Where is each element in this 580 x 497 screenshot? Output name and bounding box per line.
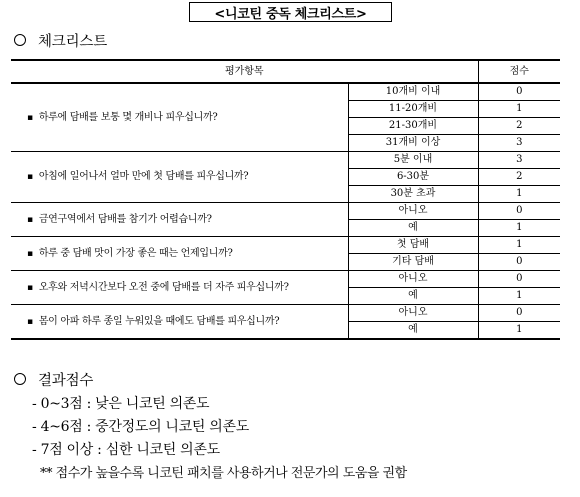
option-score: 2 [478,169,560,186]
option-label: 예 [348,322,478,340]
circle-bullet-icon [14,373,26,385]
question-text: 하루에 담배를 보통 몇 개비나 피우십니까? [38,111,218,123]
square-bullet-icon: ▪ [27,172,33,182]
question-cell [11,305,348,340]
option-score: 1 [478,288,560,305]
option-score: 2 [478,118,560,135]
question-text: 몸이 아파 하루 종일 누워있을 때에도 담배를 피우십니까? [38,315,280,327]
results-heading-label: 결과점수 [38,373,94,389]
square-bullet-icon: ▪ [27,214,33,225]
table-row [11,83,560,101]
option-label: 예 [348,288,478,305]
option-label: 30분 초과 [348,186,478,203]
option-label: 아니오 [348,271,478,288]
option-label: 아니오 [348,203,478,220]
option-label: 11-20개비 [348,101,478,118]
option-label: 21-30개비 [348,118,478,135]
option-score: 0 [478,305,560,322]
table-header-row [11,60,560,83]
option-score: 1 [478,186,560,203]
option-score: 3 [478,152,560,169]
question-cell [11,203,348,237]
option-score: 1 [478,322,560,340]
question-text: 금연구역에서 담배를 참기가 어렵습니까? [38,213,212,225]
checklist-heading-label: 체크리스트 [38,34,108,50]
option-label: 아니오 [348,305,478,322]
header-score: 점수 [478,60,560,83]
option-label: 예 [348,220,478,237]
option-score: 1 [478,101,560,118]
option-label: 5분 이내 [348,152,478,169]
option-score: 0 [478,83,560,101]
question-cell [11,83,348,152]
result-line-medium: - 4~6점 : 중간정도의 니코틴 의존도 [32,419,249,435]
square-bullet-icon: ▪ [27,282,33,293]
square-bullet-icon: ▪ [27,112,33,123]
page-title: <니코틴 중독 체크리스트> [189,2,392,22]
table-row [11,237,560,254]
checklist-heading [14,30,107,51]
question-cell [11,152,348,203]
option-score: 0 [478,203,560,220]
result-line-high: - 7점 이상 : 심한 니코틴 의존도 [32,442,220,458]
square-bullet-icon: ▪ [27,248,33,259]
option-score: 0 [478,254,560,271]
option-label: 31개비 이상 [348,135,478,152]
table-row [11,152,560,169]
checklist-table [11,59,560,340]
results-heading [14,369,93,390]
option-label: 첫 담배 [348,237,478,254]
option-score: 1 [478,237,560,254]
question-cell [11,237,348,271]
question-cell [11,271,348,305]
question-text: 오후와 저녁시간보다 오전 중에 담배를 더 자주 피우십니까? [38,281,289,293]
circle-bullet-icon [14,34,26,46]
table-row [11,305,560,322]
square-bullet-icon: ▪ [27,316,33,327]
option-score: 3 [478,135,560,152]
recommendation-note: ** 점수가 높을수록 니코틴 패치를 사용하거나 전문가의 도움을 권함 [40,466,407,481]
table-row [11,271,560,288]
table-row [11,203,560,220]
result-line-low: - 0~3점 : 낮은 니코틴 의존도 [32,396,210,412]
option-label: 10개비 이내 [348,83,478,101]
option-score: 0 [478,271,560,288]
option-label: 기타 담배 [348,254,478,271]
question-text: 하루 중 담배 맛이 가장 좋은 때는 언제입니까? [38,247,233,259]
question-text: 아침에 일어나서 얼마 만에 첫 담배를 피우십니까? [38,171,249,182]
table-body [11,83,560,339]
option-score: 1 [478,220,560,237]
header-item: 평가항목 [11,60,478,83]
option-label: 6-30분 [348,169,478,186]
